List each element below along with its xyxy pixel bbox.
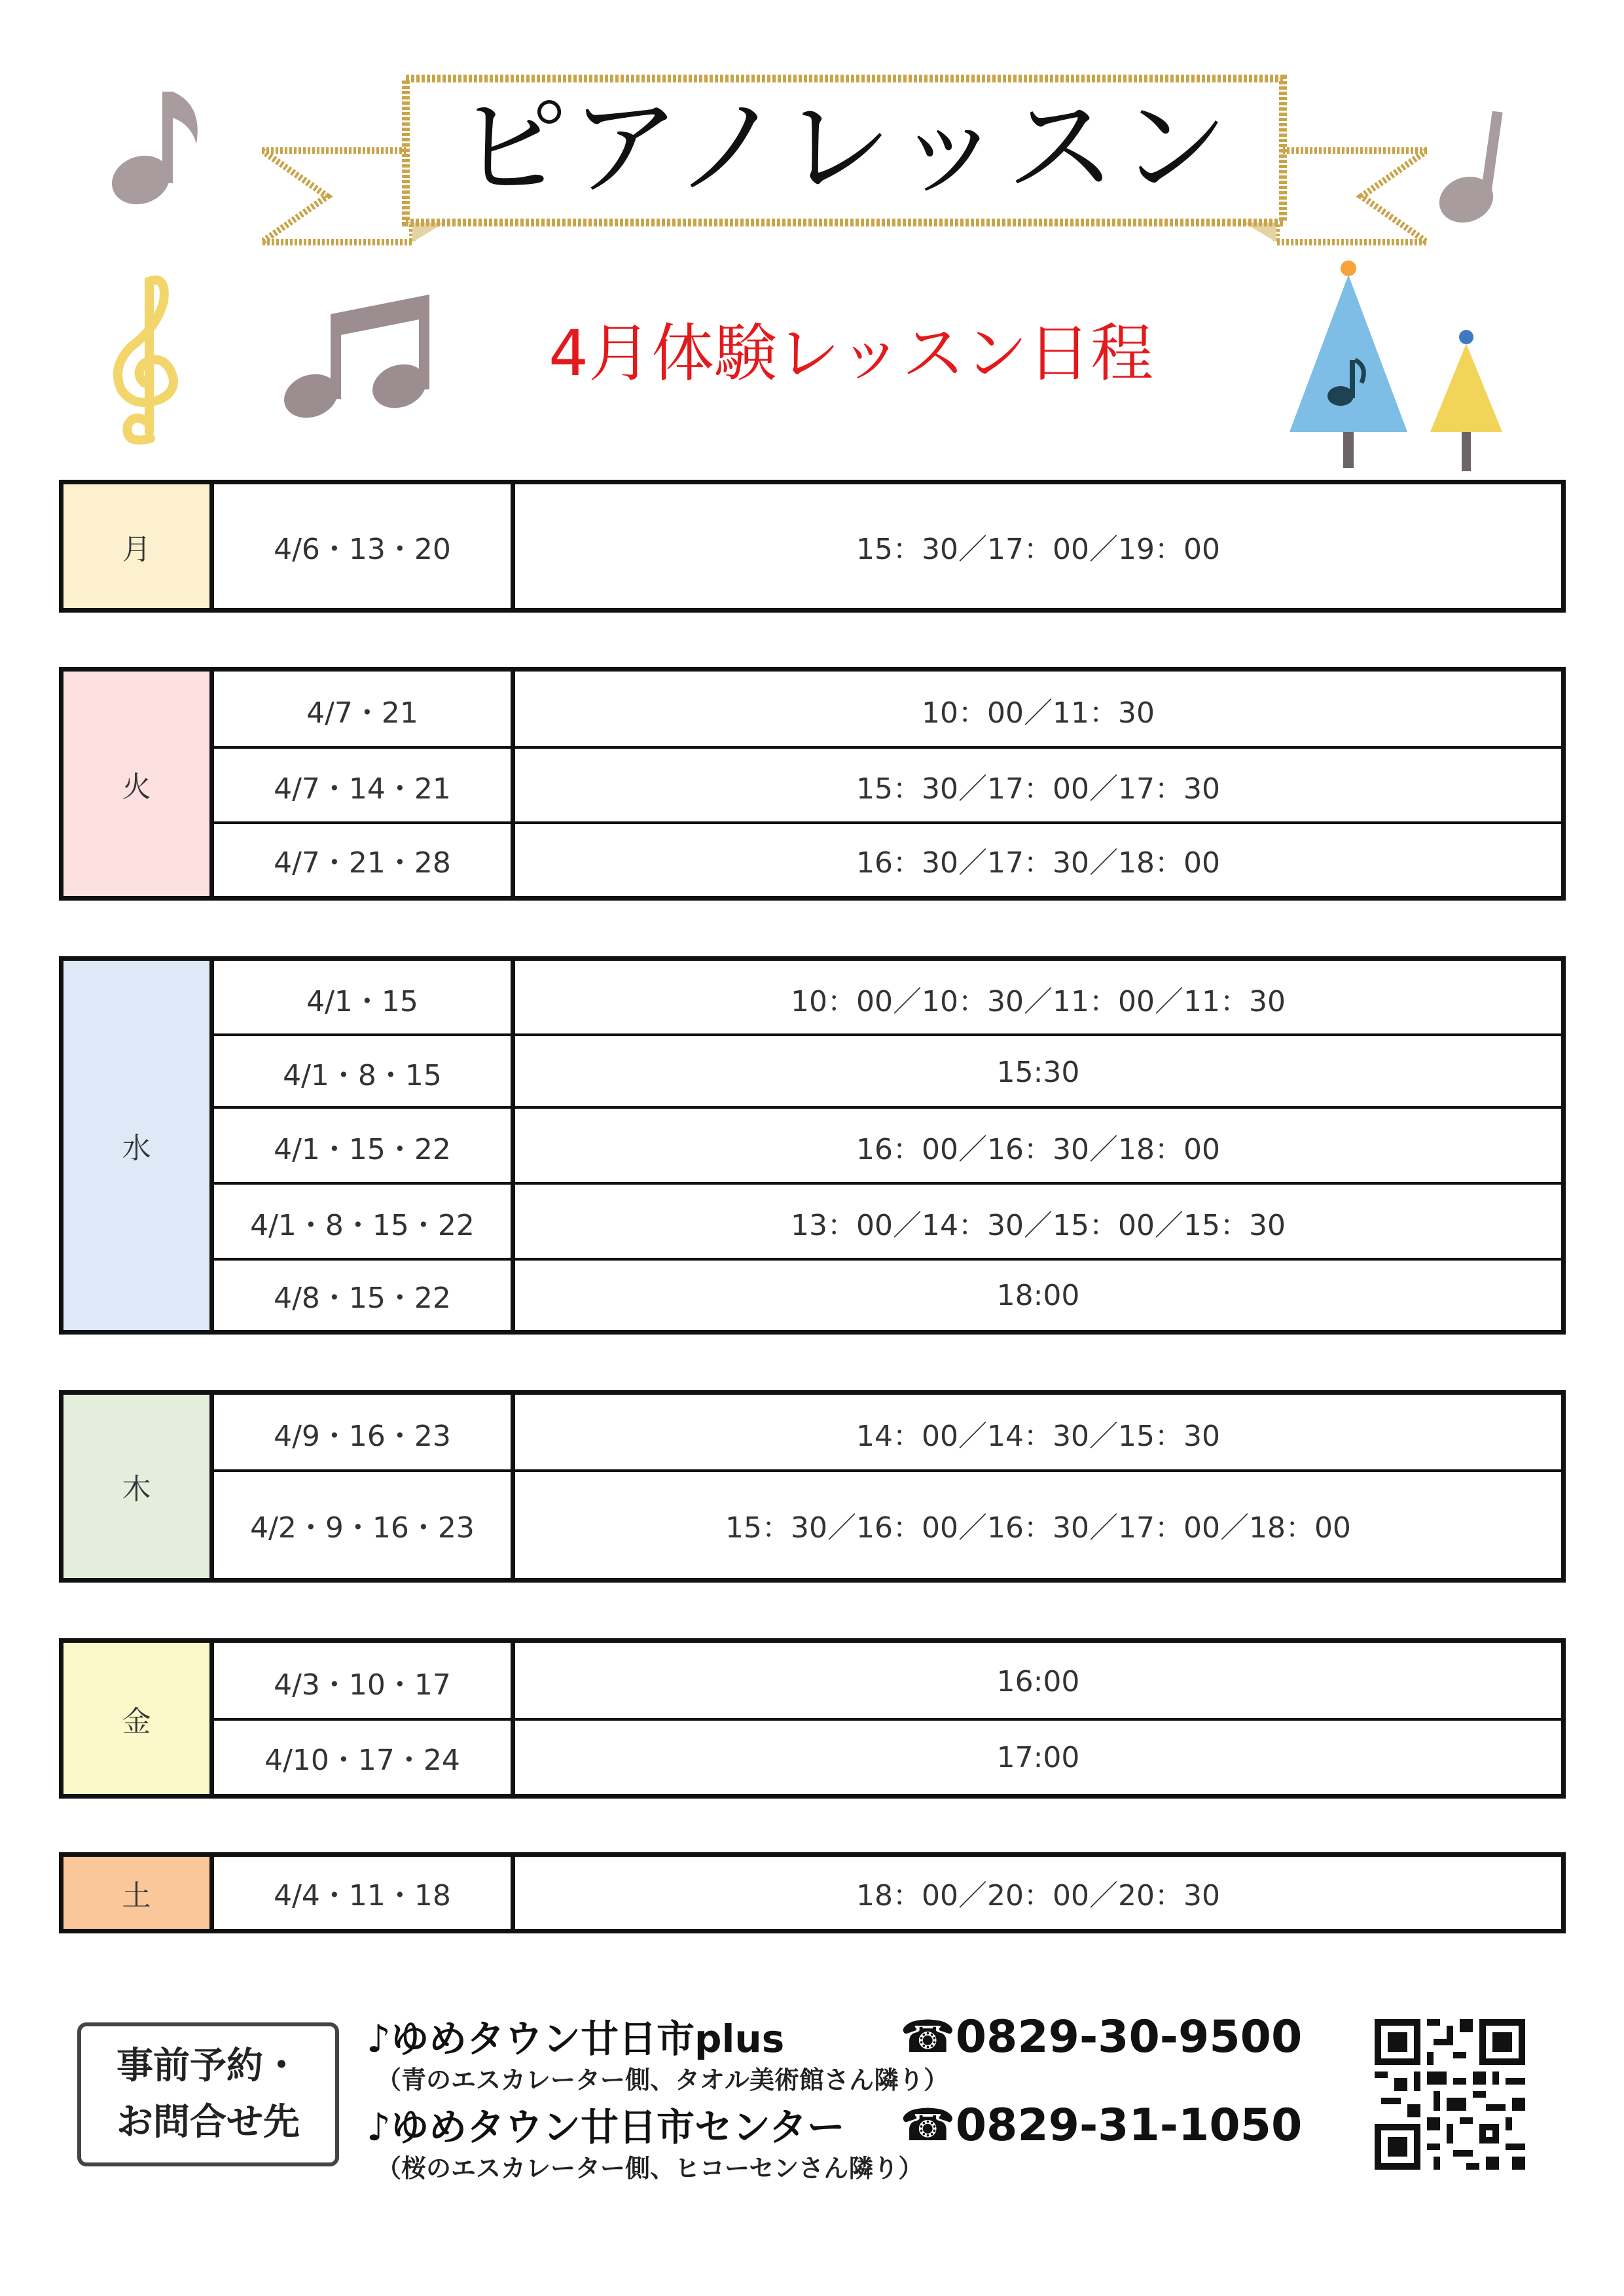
eighth-note-icon	[105, 79, 216, 209]
contact-label-line2: お問合せ先	[117, 2101, 300, 2144]
day-label: 木	[63, 1395, 214, 1578]
dates-cell: 4/1・15	[214, 961, 515, 1036]
day-label: 金	[63, 1643, 214, 1794]
table-row	[214, 1718, 1561, 1794]
dates-cell: 4/7・14・21	[214, 749, 515, 823]
phone-number[interactable]: ☎0829-30-9500	[900, 2011, 1303, 2063]
quarter-note-icon	[1434, 105, 1525, 229]
schedule-group-tuesday	[59, 667, 1566, 901]
dates-cell: 4/6・13・20	[214, 484, 515, 608]
treble-clef-icon	[98, 268, 196, 452]
schedule-group-saturday	[59, 1852, 1566, 1933]
table-row	[214, 821, 1561, 896]
small-tree-icon	[1420, 327, 1512, 478]
dates-cell: 4/9・16・23	[214, 1395, 515, 1472]
table-row	[214, 1106, 1561, 1185]
dates-cell: 4/2・9・16・23	[214, 1472, 515, 1578]
times-cell: 16：00／16：30／18：00	[856, 1133, 1220, 1166]
times-cell: 18:00	[996, 1278, 1080, 1312]
dates-cell: 4/1・8・15・22	[214, 1185, 515, 1261]
table-row	[214, 1469, 1561, 1578]
table-row	[214, 672, 1561, 749]
times-cell: 10：00／10：30／11：00／11：30	[791, 984, 1286, 1018]
day-label: 月	[63, 484, 214, 608]
schedule-group-friday	[59, 1638, 1566, 1799]
page-subtitle: 4月体験レッスン日程	[548, 317, 1154, 390]
times-cell: 15：30／17：00／17：30	[856, 772, 1220, 806]
day-label: 火	[63, 672, 214, 896]
dates-cell: 4/4・11・18	[214, 1857, 515, 1929]
times-cell: 13：00／14：30／15：00／15：30	[791, 1209, 1286, 1242]
page-title: ピアノレッスン	[457, 83, 1232, 211]
dates-cell: 4/8・15・22	[214, 1261, 515, 1330]
tree-icon	[1263, 255, 1434, 478]
contact-label-box	[77, 2022, 339, 2166]
table-row	[214, 1182, 1561, 1261]
table-row	[214, 746, 1561, 823]
times-cell: 16:00	[996, 1665, 1080, 1698]
contact-label-line1: 事前予約・	[117, 2045, 300, 2087]
times-cell: 15：30／16：00／16：30／17：00／18：00	[725, 1511, 1351, 1545]
dates-cell: 4/1・15・22	[214, 1109, 515, 1185]
qr-code-icon[interactable]	[1375, 2019, 1525, 2170]
times-cell: 18：00／20：00／20：30	[856, 1879, 1220, 1912]
table-row	[214, 1033, 1561, 1109]
dates-cell: 4/10・17・24	[214, 1721, 515, 1794]
beamed-notes-icon	[275, 288, 445, 432]
table-row	[214, 961, 1561, 1036]
location-name: ♪ゆめタウン廿日市センター	[367, 2105, 845, 2149]
table-row	[214, 1395, 1561, 1472]
table-row	[214, 1857, 1561, 1929]
location-note: （青のエスカレーター側、タオル美術館さん隣り）	[376, 2066, 949, 2094]
table-row	[214, 484, 1561, 608]
schedule-group-thursday	[59, 1390, 1566, 1583]
location-note: （桜のエスカレーター側、ヒコーセンさん隣り）	[376, 2154, 924, 2183]
day-label: 水	[63, 961, 214, 1330]
dates-cell: 4/7・21	[214, 672, 515, 749]
phone-number[interactable]: ☎0829-31-1050	[900, 2100, 1303, 2151]
dates-cell: 4/1・8・15	[214, 1036, 515, 1109]
table-row	[214, 1258, 1561, 1330]
schedule-group-monday	[59, 480, 1566, 613]
times-cell: 10：00／11：30	[922, 696, 1155, 730]
dates-cell: 4/7・21・28	[214, 824, 515, 896]
times-cell: 15:30	[996, 1056, 1080, 1089]
day-label: 土	[63, 1857, 214, 1929]
table-row	[214, 1643, 1561, 1721]
times-cell: 17:00	[996, 1740, 1080, 1774]
schedule-group-wednesday	[59, 956, 1566, 1335]
dates-cell: 4/3・10・17	[214, 1643, 515, 1721]
times-cell: 14：00／14：30／15：30	[856, 1420, 1220, 1453]
times-cell: 16：30／17：30／18：00	[856, 846, 1220, 880]
location-name: ♪ゆめタウン廿日市plus	[367, 2017, 785, 2061]
times-cell: 15：30／17：00／19：00	[856, 532, 1220, 566]
